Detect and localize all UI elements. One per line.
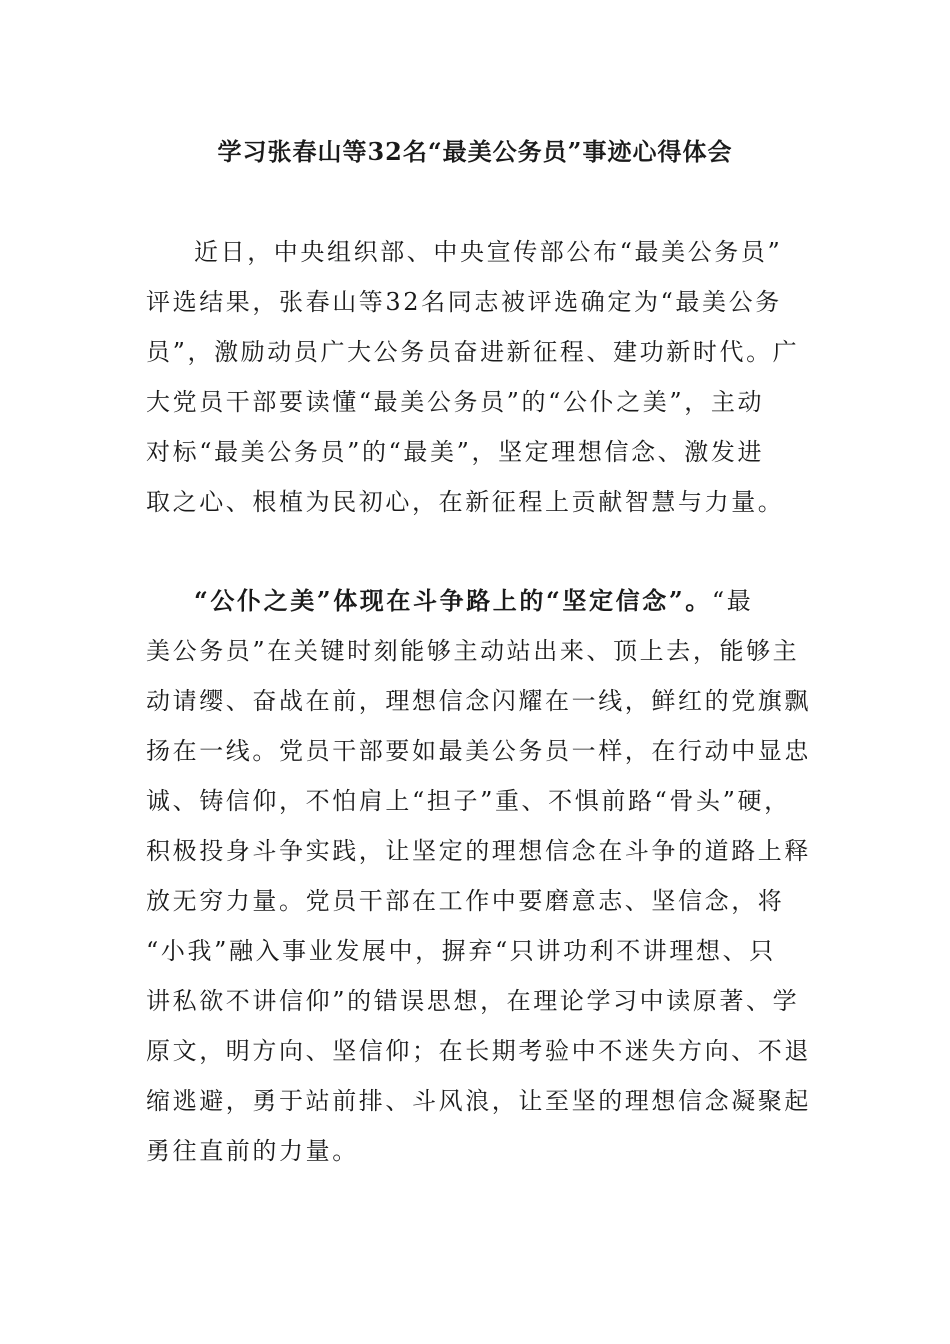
paragraph-2-line-12: 勇往直前的力量。 bbox=[146, 1137, 359, 1165]
document-title: 学习张春山等32名“最美公务员”事迹心得体会 bbox=[217, 137, 733, 166]
paragraph-2-line-6: 积极投身斗争实践，让坚定的理想信念在斗争的道路上释 bbox=[146, 837, 811, 865]
paragraph-2-line-8: “小我”融入事业发展中，摒弃“只讲功利不讲理想、只 bbox=[146, 937, 776, 965]
paragraph-2-line-10: 原文，明方向、坚信仰；在长期考验中不迷失方向、不退 bbox=[146, 1037, 811, 1065]
paragraph-2-line-5: 诚、铸信仰，不怕肩上“担子”重、不惧前路“骨头”硬， bbox=[146, 787, 791, 815]
paragraph-1-line-6: 取之心、根植为民初心，在新征程上贡献智慧与力量。 bbox=[146, 488, 785, 516]
paragraph-1-line-5: 对标“最美公务员”的“最美”，坚定理想信念、激发进 bbox=[146, 438, 765, 466]
paragraph-2-line-3: 动请缨、奋战在前，理想信念闪耀在一线，鲜红的党旗飘 bbox=[146, 687, 811, 715]
paragraph-1-line-4: 大党员干部要读懂“最美公务员”的“公仆之美”，主动 bbox=[146, 388, 765, 416]
paragraph-1-line-1: 近日，中央组织部、中央宣传部公布“最美公务员” bbox=[194, 238, 783, 266]
paragraph-1-line-3: 员”，激励动员广大公务员奋进新征程、建功新时代。广 bbox=[146, 338, 800, 366]
paragraph-2-heading: “公仆之美”体现在斗争路上的“坚定信念”。 bbox=[194, 586, 712, 615]
paragraph-2-line-4: 扬在一线。党员干部要如最美公务员一样，在行动中显忠 bbox=[146, 737, 811, 765]
paragraph-2-line-9: 讲私欲不讲信仰”的错误思想，在理论学习中读原著、学 bbox=[146, 987, 800, 1015]
paragraph-2-line-2: 美公务员”在关键时刻能够主动站出来、顶上去，能够主 bbox=[146, 637, 800, 665]
paragraph-2-line-1 bbox=[194, 581, 874, 621]
paragraph-2-first-line-rest: “最 bbox=[711, 587, 754, 615]
paragraph-1-line-2: 评选结果，张春山等32名同志被评选确定为“最美公务 bbox=[146, 288, 782, 316]
paragraph-2-line-11: 缩逃避，勇于站前排、斗风浪，让至坚的理想信念凝聚起 bbox=[146, 1087, 811, 1115]
paragraph-2-line-7: 放无穷力量。党员干部在工作中要磨意志、坚信念，将 bbox=[146, 887, 785, 915]
